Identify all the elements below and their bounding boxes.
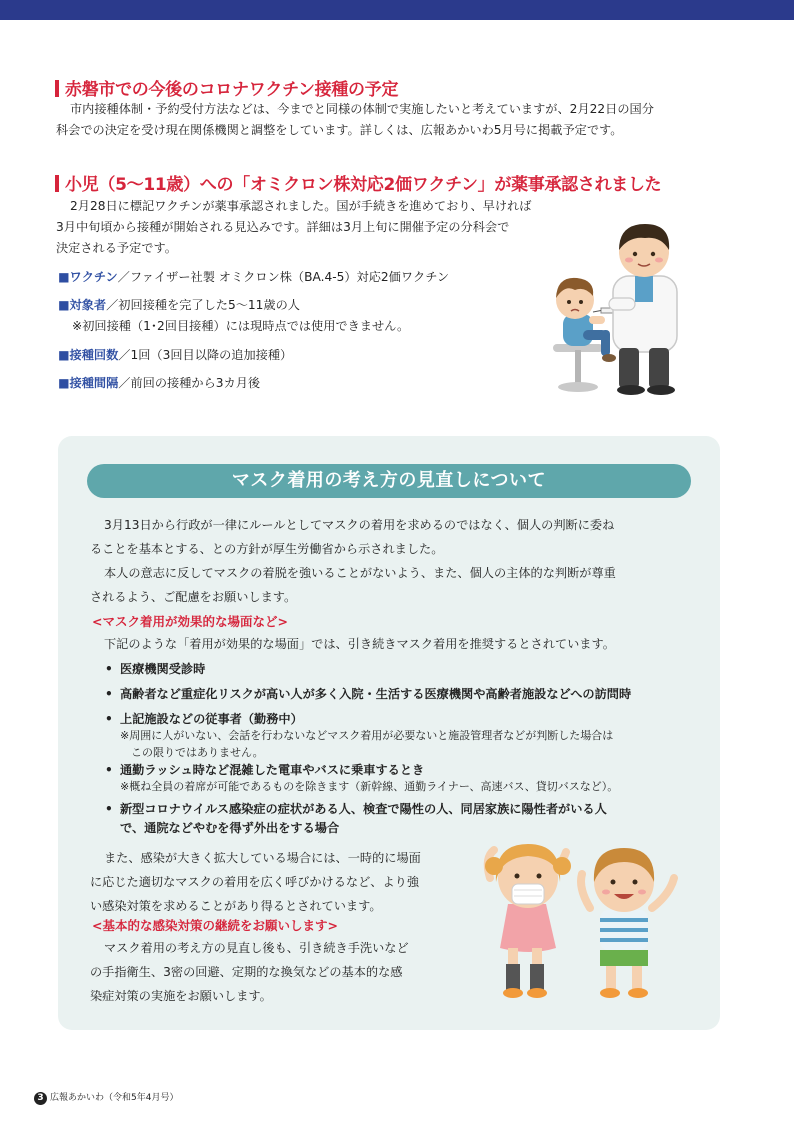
section2-paragraph: 2月28日に標記ワクチンが薬事承認されました。国が手続きを進めており、早ければ 3月中旬頃から接種が開始される見込みです。詳細は3月上旬に開催予定の分科会で 決定される予定です。 [56,199,532,255]
doctor-vaccinating-child-illustration [545,212,695,397]
mask-expansion-paragraph: また、感染が大きく拡大している場合には、一時的に場面 に応じた適切なマスクの着用を広く呼びかけるなど、より強 い感染対策を求めることがあり得るとされています。 [90,851,421,913]
vaccine-item: ■ワクチン／ファイザー社製 オミクロン株（BA.4-5）対応2価ワクチン [58,270,450,284]
dose-interval-item: ■接種間隔／前回の接種から3カ月後 [58,376,261,390]
note-facility-staff: ※周囲に人がいない、会話を行わないなどマスク着用が必要ないと施設管理者などが判断した場合は この限りではありません。 [120,729,614,759]
effective-situations-subheading: <マスク着用が効果的な場面など> [92,614,288,629]
bullet-covid-symptoms: • 新型コロナウイルス感染症の症状がある人、検査で陽性の人、同居家族に陽性者がいる人 で、通院などやむを得ず外出をする場合 [105,802,607,835]
target-item: ■対象者／初回接種を完了した5〜11歳の人 [58,298,300,312]
note-crowded-transport: ※概ね全員の着席が可能であるものを除きます（新幹線、通勤ライナー、高速バス、貸切バスなど）。 [120,780,619,793]
bullet-medical-visit: • 医療機関受診時 [105,662,206,676]
dose-count-item: ■接種回数／1回（3回目以降の追加接種） [58,348,293,362]
target-note: ※初回接種（1･2回目接種）には現時点では使用できません。 [72,319,410,333]
section1-paragraph: 市内接種体制・予約受付方法などは、今までと同様の体制で実施したいと考えていますが、2月22日の国分 科会での決定を受け現在関係機関と調整をしています。詳しくは、広報あかいわ5月号に掲載予定です。 [56,102,654,137]
bullet-facility-staff: • 上記施設などの従事者（勤務中） [105,712,303,726]
effective-situations-intro: 下記のような「着用が効果的な場面」では、引き続きマスク着用を推奨するとされています。 [104,637,615,651]
children-waving-illustration [470,838,692,1003]
basic-measures-paragraph: マスク着用の考え方の見直し後も、引き続き手洗いなど の手指衛生、3密の回避、定期的な換気などの基本的な感 染症対策の実施をお願いします。 [90,941,409,1003]
page-footer [34,1090,178,1105]
bullet-crowded-transport: • 通勤ラッシュ時など混雑した電車やバスに乗車するとき [105,763,425,777]
bullet-facility-visit: • 高齢者など重症化リスクが高い人が多く入院・生活する医療機関や高齢者施設などへの訪問時 [105,687,632,701]
section2-heading: 小児（5〜11歳）への「オミクロン株対応2価ワクチン」が薬事承認されました [55,170,661,195]
top-banner [0,0,794,20]
basic-measures-subheading: <基本的な感染対策の継続をお願いします> [92,918,338,933]
publication-name: 広報あかいわ（令和5年4月号） [50,1093,179,1103]
mask-intro: 3月13日から行政が一律にルールとしてマスクの着用を求めるのではなく、個人の判断に委ね ることを基本とする、との方針が厚生労働省から示されました。 本人の意志に反してマスクの着脱を強いることがないよう、また、個人の主体的な判断が尊重 されるよう、ご配慮をお願いします。 [90,518,616,604]
section1-heading: 赤磐市での今後のコロナワクチン接種の予定 [55,75,398,100]
mask-section-title: マスク着用の考え方の見直しについて [87,464,691,498]
page-number: 3 [34,1092,47,1105]
